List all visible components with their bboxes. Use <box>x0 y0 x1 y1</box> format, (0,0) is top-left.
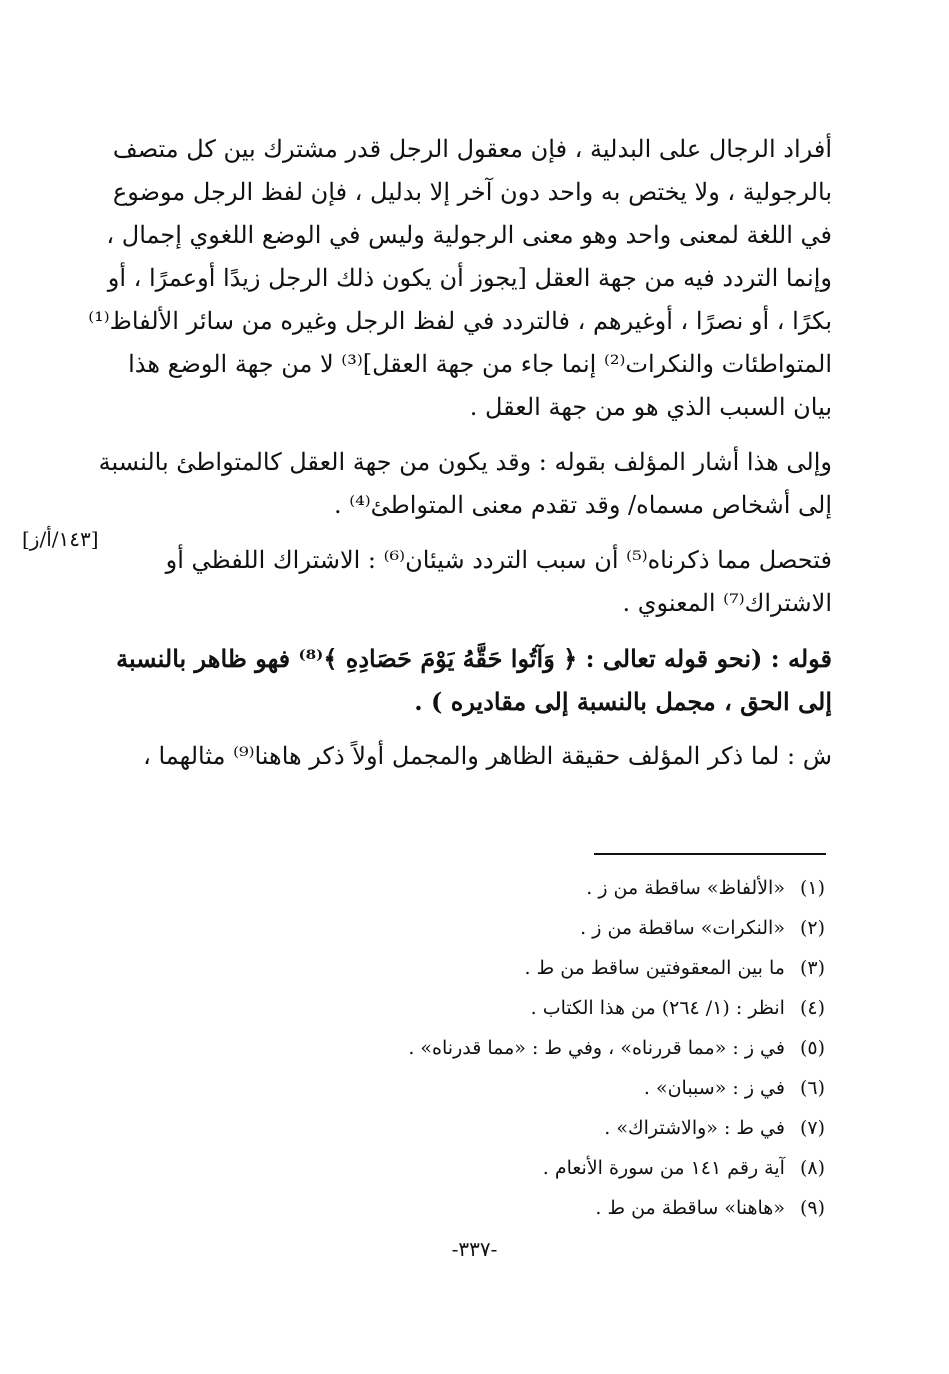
footnote <box>300 988 825 1028</box>
footnote-number: (٤) <box>799 997 825 1019</box>
text-line: المتواطئات والنكرات⁽²⁾ إنما جاء من جهة العقل]⁽³⁾ لا من جهة الوضع هذا <box>128 350 832 378</box>
paragraph <box>120 539 832 625</box>
margin-manuscript-reference: [١٤٣/أ/ز] <box>22 527 99 551</box>
paragraph <box>98 441 832 527</box>
paragraph <box>120 735 832 778</box>
footnote-text: في ط : «والاشتراك» . <box>604 1117 785 1139</box>
paragraph <box>116 637 832 723</box>
footnote <box>300 908 825 948</box>
text-line: في اللغة لمعنى واحد وهو معنى الرجولية وليس في الوضع اللغوي إجمال ، <box>106 221 832 249</box>
footnote-text: «هاهنا» ساقطة من ط . <box>595 1197 785 1219</box>
footnote-number: (٩) <box>799 1197 825 1219</box>
footnote-number: (٨) <box>799 1157 825 1179</box>
footnote-text: «النكرات» ساقطة من ز . <box>580 917 785 939</box>
footnote-separator <box>594 853 826 855</box>
text-line: أفراد الرجال على البدلية ، فإن معقول الرجل قدر مشترك بين كل متصف <box>112 135 832 163</box>
footnote <box>300 1108 825 1148</box>
text-line: فتحصل مما ذكرناه⁽⁵⁾ أن سبب التردد شيئان⁽⁶⁾ : الاشتراك اللفظي أو <box>165 546 832 574</box>
footnote-text: في ز : «مما قررناه» ، وفي ط : «مما قدرناه» . <box>408 1037 785 1059</box>
footnote-text: في ز : «سببان» . <box>643 1077 785 1099</box>
text-line: إلى الحق ، مجمل بالنسبة إلى مقاديره ) . <box>414 687 832 716</box>
text-line: ش : لما ذكر المؤلف حقيقة الظاهر والمجمل أولاً ذكر هاهنا⁽⁹⁾ مثالهما ، <box>143 742 832 770</box>
text-line: بالرجولية ، ولا يختص به واحد دون آخر إلا بدليل ، فإن لفظ الرجل موضوع <box>112 178 832 206</box>
footnote-number: (٥) <box>799 1037 825 1059</box>
footnote-number: (٧) <box>799 1117 825 1139</box>
footnote <box>300 948 825 988</box>
paragraph <box>88 128 832 429</box>
main-text <box>88 128 832 790</box>
footnote-text: «الألفاظ» ساقطة من ز . <box>586 877 785 899</box>
footnote <box>300 1068 825 1108</box>
footnote <box>300 1148 825 1188</box>
page-number: -٣٣٧- <box>451 1237 498 1261</box>
footnote <box>300 1188 825 1228</box>
footnote-number: (٣) <box>799 957 825 979</box>
footnote <box>300 1028 825 1068</box>
footnote-number: (٢) <box>799 917 825 939</box>
footnote-text: ما بين المعقوفتين ساقط من ط . <box>524 957 785 979</box>
text-line: بيان السبب الذي هو من جهة العقل . <box>469 393 832 421</box>
text-line: بكرًا ، أو نصرًا ، أوغيرهم ، فالتردد في لفظ الرجل وغيره من سائر الألفاظ⁽¹⁾ <box>88 307 832 335</box>
text-line: قوله : (نحو قوله تعالى : ﴿ وَآتُوا حَقَّهُ يَوْمَ حَصَادِهِ ﴾⁽⁸⁾ فهو ظاهر بالنسبة <box>116 644 832 673</box>
text-line: وإلى هذا أشار المؤلف بقوله : وقد يكون من جهة العقل كالمتواطئ بالنسبة <box>98 448 832 476</box>
footnote <box>300 868 825 908</box>
footnote-number: (١) <box>799 877 825 899</box>
text-line: إلى أشخاص مسماه/ وقد تقدم معنى المتواطئ⁽⁴⁾ . <box>333 491 832 519</box>
footnote-text: انظر : (١/ ٢٦٤) من هذا الكتاب . <box>530 997 785 1019</box>
footnotes <box>300 868 825 1228</box>
text-line: وإنما التردد فيه من جهة العقل [يجوز أن يكون ذلك الرجل زيدًا أوعمرًا ، أو <box>107 264 832 292</box>
text-line: الاشتراك⁽⁷⁾ المعنوي . <box>622 589 832 617</box>
footnote-text: آية رقم ١٤١ من سورة الأنعام . <box>542 1157 785 1179</box>
footnote-number: (٦) <box>799 1077 825 1099</box>
